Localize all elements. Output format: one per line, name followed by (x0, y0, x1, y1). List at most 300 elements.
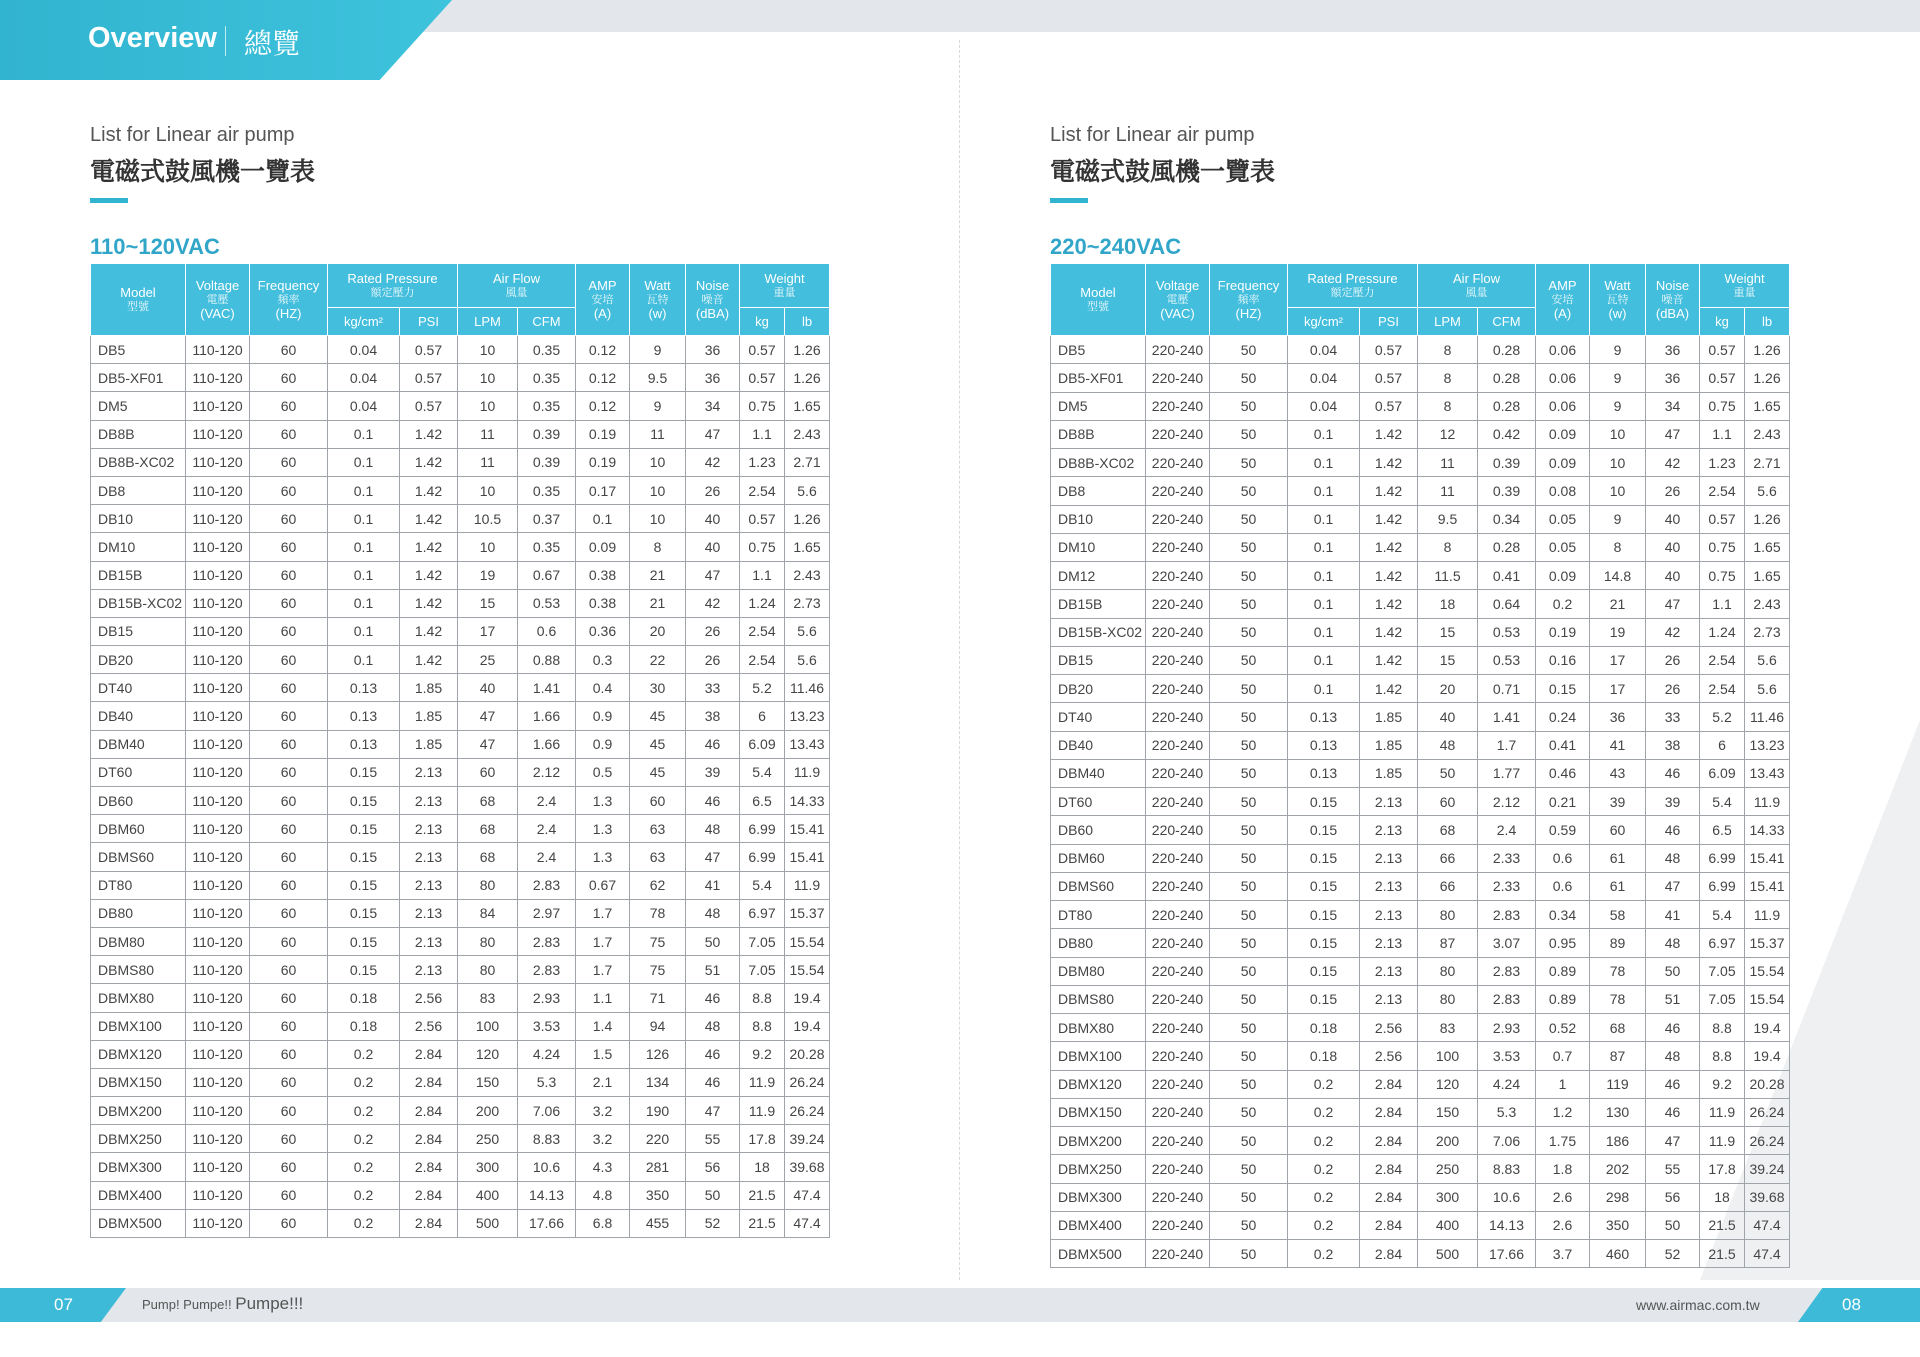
table-cell: 10 (1590, 420, 1646, 448)
table-cell: 2.54 (1700, 477, 1745, 505)
table-cell: 8 (1418, 336, 1478, 364)
table-row (1051, 957, 1790, 985)
table-cell: 46 (1646, 816, 1700, 844)
table-cell: 110-120 (186, 617, 250, 645)
table-cell: 220-240 (1146, 449, 1210, 477)
table-cell: 0.57 (1360, 364, 1418, 392)
table-cell: 0.15 (328, 927, 400, 955)
table-cell: 0.2 (1288, 1183, 1360, 1211)
table-cell: 10 (458, 392, 518, 420)
table-row (91, 533, 830, 561)
table-cell: 50 (1210, 505, 1288, 533)
table-cell: 0.05 (1536, 505, 1590, 533)
table-cell: 0.16 (1536, 646, 1590, 674)
table-cell: 47 (458, 730, 518, 758)
table-cell: 220-240 (1146, 646, 1210, 674)
table-cell: 110-120 (186, 505, 250, 533)
table-cell: 21 (630, 561, 686, 589)
table-cell: 220-240 (1146, 957, 1210, 985)
header-watt: Watt 瓦特 (w) (1590, 264, 1646, 336)
table-cell: 48 (686, 899, 740, 927)
table-cell: 3.07 (1478, 929, 1536, 957)
table-cell: 220-240 (1146, 675, 1210, 703)
table-cell: 60 (250, 787, 328, 815)
table-cell: 50 (1210, 675, 1288, 703)
table-cell: 250 (1418, 1155, 1478, 1183)
table-cell: 2.71 (1745, 449, 1790, 477)
table-cell: 45 (630, 730, 686, 758)
table-cell: 50 (1646, 1211, 1700, 1239)
table-cell: 1.85 (400, 702, 458, 730)
table-cell: 0.9 (576, 702, 630, 730)
table-cell: 2.13 (1360, 816, 1418, 844)
table-cell: 2.13 (400, 899, 458, 927)
table-cell: 71 (630, 984, 686, 1012)
table-cell: 8 (1418, 533, 1478, 561)
header-kg: kg (1700, 308, 1745, 336)
table-cell: 0.19 (576, 420, 630, 448)
table-cell: DT80 (1051, 901, 1146, 929)
table-cell: 60 (250, 646, 328, 674)
table-cell: 50 (1210, 364, 1288, 392)
table-cell: 120 (1418, 1070, 1478, 1098)
header-kg: kg (740, 308, 785, 336)
table-cell: 0.6 (1536, 872, 1590, 900)
table-cell: 1.3 (576, 815, 630, 843)
table-cell: DBM80 (91, 927, 186, 955)
table-cell: 11.9 (1700, 1127, 1745, 1155)
section-title-cn: 總覽 (244, 27, 301, 60)
table-cell: 18 (1418, 590, 1478, 618)
table-cell: 220-240 (1146, 985, 1210, 1013)
table-cell: 0.75 (740, 392, 785, 420)
header-noise: Noise 噪音 (dBA) (686, 264, 740, 336)
table-cell: 0.2 (1536, 590, 1590, 618)
table-cell: 60 (630, 787, 686, 815)
table-cell: 19 (1590, 618, 1646, 646)
table-cell: 10 (458, 533, 518, 561)
table-cell: DB8B (1051, 420, 1146, 448)
table-row (91, 336, 830, 364)
table-row (1051, 844, 1790, 872)
table-cell: 7.05 (1700, 957, 1745, 985)
table-cell: 0.2 (1288, 1155, 1360, 1183)
table-cell: 50 (1210, 1042, 1288, 1070)
table-cell: 2.43 (1745, 590, 1790, 618)
table-cell: 0.75 (1700, 533, 1745, 561)
table-cell: 0.46 (1536, 759, 1590, 787)
table-cell: 0.36 (576, 617, 630, 645)
table-cell: 5.6 (1745, 477, 1790, 505)
table-cell: 26 (1646, 477, 1700, 505)
page-title: 電磁式鼓風機一覽表 (1050, 157, 1276, 186)
table-cell: 0.1 (1288, 449, 1360, 477)
table-cell: 6 (1700, 731, 1745, 759)
table-cell: 0.5 (576, 758, 630, 786)
table-cell: 110-120 (186, 1068, 250, 1096)
table-cell: DBM60 (1051, 844, 1146, 872)
table-cell: 2.13 (1360, 985, 1418, 1013)
table-cell: 220-240 (1146, 420, 1210, 448)
table-cell: 0.1 (1288, 646, 1360, 674)
table-cell: 42 (1646, 618, 1700, 646)
table-cell: 0.2 (1288, 1098, 1360, 1126)
table-cell: 15.54 (1745, 985, 1790, 1013)
table-cell: 1.7 (576, 899, 630, 927)
table-cell: 4.8 (576, 1181, 630, 1209)
header-psi: PSI (400, 308, 458, 336)
table-cell: 0.12 (576, 336, 630, 364)
table-cell: 0.2 (328, 1097, 400, 1125)
table-cell: 0.24 (1536, 703, 1590, 731)
table-cell: DBMX80 (91, 984, 186, 1012)
table-cell: 50 (1210, 901, 1288, 929)
table-cell: 100 (1418, 1042, 1478, 1070)
header-voltage: Voltage 電壓 (VAC) (1146, 264, 1210, 336)
table-cell: 46 (1646, 1014, 1700, 1042)
table-cell: 110-120 (186, 646, 250, 674)
table-cell: 26 (686, 617, 740, 645)
table-cell: 2.93 (518, 984, 576, 1012)
table-cell: 17.8 (740, 1125, 785, 1153)
table-cell: 5.4 (1700, 901, 1745, 929)
table-cell: 60 (250, 927, 328, 955)
table-cell: 0.13 (1288, 731, 1360, 759)
table-row (91, 392, 830, 420)
table-cell: 110-120 (186, 364, 250, 392)
table-cell: 17.66 (518, 1209, 576, 1237)
table-row (1051, 1014, 1790, 1042)
table-cell: DB8B (91, 420, 186, 448)
table-cell: 2.43 (1745, 420, 1790, 448)
table-cell: 2.84 (400, 1209, 458, 1237)
table-cell: 2.13 (1360, 957, 1418, 985)
table-cell: 2.84 (1360, 1211, 1418, 1239)
table-cell: 0.15 (1288, 985, 1360, 1013)
table-cell: DT60 (91, 758, 186, 786)
table-cell: 47 (686, 843, 740, 871)
table-cell: 40 (1646, 562, 1700, 590)
table-cell: 110-120 (186, 1181, 250, 1209)
table-cell: 0.42 (1478, 420, 1536, 448)
table-cell: 0.17 (576, 476, 630, 504)
table-cell: 1.66 (518, 730, 576, 758)
table-cell: 0.1 (328, 617, 400, 645)
table-cell: 48 (686, 1012, 740, 1040)
table-cell: 60 (1590, 816, 1646, 844)
table-row (1051, 477, 1790, 505)
table-cell: DBMX120 (1051, 1070, 1146, 1098)
table-cell: 8.8 (740, 1012, 785, 1040)
table-cell: 39.24 (1745, 1155, 1790, 1183)
table-cell: 50 (1210, 929, 1288, 957)
table-cell: DB15B (1051, 590, 1146, 618)
table-cell: 15.41 (785, 843, 830, 871)
table-cell: 6.99 (1700, 872, 1745, 900)
table-cell: 87 (1590, 1042, 1646, 1070)
title-underline (90, 198, 128, 203)
table-cell: 220-240 (1146, 562, 1210, 590)
table-cell: 1.41 (518, 674, 576, 702)
table-cell: 0.2 (328, 1209, 400, 1237)
table-cell: 48 (1646, 929, 1700, 957)
table-cell: 17.8 (1700, 1155, 1745, 1183)
table-cell: 110-120 (186, 561, 250, 589)
table-cell: 8.8 (1700, 1042, 1745, 1070)
table-cell: 50 (1210, 788, 1288, 816)
table-cell: 21.5 (1700, 1211, 1745, 1239)
table-cell: DB60 (1051, 816, 1146, 844)
table-cell: 1.23 (740, 448, 785, 476)
table-cell: 50 (1418, 759, 1478, 787)
table-cell: 0.4 (576, 674, 630, 702)
table-cell: 220-240 (1146, 618, 1210, 646)
table-cell: 0.53 (1478, 618, 1536, 646)
table-cell: 0.64 (1478, 590, 1536, 618)
table-cell: 14.8 (1590, 562, 1646, 590)
table-cell: 1.42 (1360, 449, 1418, 477)
table-cell: 0.57 (1360, 336, 1418, 364)
table-row (1051, 364, 1790, 392)
table-cell: 8.83 (518, 1125, 576, 1153)
table-cell: DM10 (91, 533, 186, 561)
table-cell: 0.18 (328, 984, 400, 1012)
header-lb: lb (785, 308, 830, 336)
table-cell: 110-120 (186, 1125, 250, 1153)
table-cell: 80 (458, 871, 518, 899)
table-cell: 9.2 (1700, 1070, 1745, 1098)
table-cell: DB5-XF01 (91, 364, 186, 392)
table-cell: 60 (250, 617, 328, 645)
table-cell: 11.46 (785, 674, 830, 702)
table-row (91, 561, 830, 589)
title-underline (1050, 198, 1088, 203)
table-cell: 60 (250, 815, 328, 843)
table-cell: 0.2 (1288, 1127, 1360, 1155)
table-cell: 110-120 (186, 1153, 250, 1181)
table-cell: 50 (1210, 1070, 1288, 1098)
page-subtitle: List for Linear air pump (90, 124, 295, 146)
table-cell: 2.56 (1360, 1014, 1418, 1042)
table-cell: 0.05 (1536, 533, 1590, 561)
table-cell: 110-120 (186, 1040, 250, 1068)
table-cell: 2.4 (518, 815, 576, 843)
table-cell: 1.3 (576, 843, 630, 871)
table-cell: 110-120 (186, 871, 250, 899)
table-cell: 0.15 (328, 758, 400, 786)
table-cell: 17 (458, 617, 518, 645)
table-cell: 0.04 (328, 336, 400, 364)
table-cell: 0.1 (1288, 675, 1360, 703)
table-cell: 9.5 (630, 364, 686, 392)
table-row (1051, 816, 1790, 844)
table-cell: 47 (1646, 1127, 1700, 1155)
table-cell: 0.88 (518, 646, 576, 674)
table-cell: 11.46 (1745, 703, 1790, 731)
table-cell: 220-240 (1146, 703, 1210, 731)
table-cell: 1.26 (785, 336, 830, 364)
table-cell: 11 (458, 420, 518, 448)
table-cell: 200 (1418, 1127, 1478, 1155)
table-cell: 9 (630, 392, 686, 420)
table-cell: 500 (1418, 1240, 1478, 1268)
table-cell: 2.73 (785, 589, 830, 617)
table-cell: 50 (1210, 449, 1288, 477)
table-cell: 220 (630, 1125, 686, 1153)
table-cell: DB10 (1051, 505, 1146, 533)
table-cell: 2.1 (576, 1068, 630, 1096)
table-cell: 80 (1418, 957, 1478, 985)
table-cell: 0.89 (1536, 957, 1590, 985)
table-cell: 2.73 (1745, 618, 1790, 646)
table-cell: 60 (250, 448, 328, 476)
table-cell: DB20 (91, 646, 186, 674)
table-cell: 110-120 (186, 392, 250, 420)
table-cell: 0.04 (1288, 336, 1360, 364)
table-cell: 3.53 (1478, 1042, 1536, 1070)
table-cell: 11 (630, 420, 686, 448)
table-cell: 0.15 (328, 871, 400, 899)
header-amp: AMP 安培 (A) (1536, 264, 1590, 336)
table-cell: DB15B (91, 561, 186, 589)
table-cell: 7.05 (740, 927, 785, 955)
table-cell: 220-240 (1146, 1211, 1210, 1239)
table-cell: 48 (1646, 1042, 1700, 1070)
table-cell: 1.1 (1700, 420, 1745, 448)
table-cell: 0.15 (1288, 788, 1360, 816)
table-cell: DBMX80 (1051, 1014, 1146, 1042)
table-cell: 60 (250, 984, 328, 1012)
table-cell: 220-240 (1146, 364, 1210, 392)
table-cell: 89 (1590, 929, 1646, 957)
table-cell: 2.4 (1478, 816, 1536, 844)
table-cell: 5.6 (785, 646, 830, 674)
table-cell: 36 (1646, 364, 1700, 392)
table-cell: 110-120 (186, 1209, 250, 1237)
table-cell: 10 (630, 505, 686, 533)
table-cell: 4.24 (1478, 1070, 1536, 1098)
table-cell: 1.26 (1745, 336, 1790, 364)
table-row (1051, 788, 1790, 816)
page-number-right: 08 (1842, 1295, 1861, 1314)
table-cell: 2.83 (518, 956, 576, 984)
table-cell: 47 (686, 1097, 740, 1125)
table-cell: 0.2 (1288, 1240, 1360, 1268)
table-cell: 60 (250, 702, 328, 730)
table-cell: DBMX300 (1051, 1183, 1146, 1211)
table-cell: 39 (1590, 788, 1646, 816)
table-cell: 1.2 (1536, 1098, 1590, 1126)
table-cell: 1.1 (1700, 590, 1745, 618)
table-row (1051, 929, 1790, 957)
table-cell: 1.65 (785, 533, 830, 561)
table-cell: 1.7 (576, 927, 630, 955)
table-cell: 21 (1590, 590, 1646, 618)
table-cell: 0.38 (576, 589, 630, 617)
table-cell: 3.53 (518, 1012, 576, 1040)
table-cell: 0.1 (1288, 590, 1360, 618)
table-cell: 50 (1210, 703, 1288, 731)
table-cell: 0.21 (1536, 788, 1590, 816)
table-cell: 134 (630, 1068, 686, 1096)
table-cell: 1.85 (400, 674, 458, 702)
table-cell: 0.37 (518, 505, 576, 533)
table-row (1051, 703, 1790, 731)
table-cell: 2.84 (400, 1181, 458, 1209)
voltage-heading: 220~240VAC (1050, 234, 1182, 259)
table-cell: 0.15 (1288, 816, 1360, 844)
table-cell: 0.18 (1288, 1042, 1360, 1070)
table-cell: 110-120 (186, 956, 250, 984)
table-cell: 66 (1418, 872, 1478, 900)
table-cell: 7.06 (1478, 1127, 1536, 1155)
website-link[interactable]: www.airmac.com.tw (1636, 1297, 1760, 1313)
table-cell: 36 (686, 364, 740, 392)
table-cell: 87 (1418, 929, 1478, 957)
table-row (91, 674, 830, 702)
table-cell: DBMX200 (1051, 1127, 1146, 1155)
table-cell: 0.15 (1288, 844, 1360, 872)
page-number-left: 07 (54, 1295, 73, 1314)
table-cell: 1.75 (1536, 1127, 1590, 1155)
table-cell: 19.4 (1745, 1014, 1790, 1042)
table-cell: 0.39 (518, 448, 576, 476)
table-cell: 15.41 (1745, 872, 1790, 900)
table-cell: 2.4 (518, 787, 576, 815)
table-cell: 220-240 (1146, 901, 1210, 929)
table-cell: 0.28 (1478, 336, 1536, 364)
table-row (1051, 533, 1790, 561)
table-cell: 41 (1590, 731, 1646, 759)
table-row (91, 1153, 830, 1181)
table-cell: 400 (1418, 1211, 1478, 1239)
table-cell: 0.1 (328, 448, 400, 476)
table-cell: DBMX200 (91, 1097, 186, 1125)
table-cell: 1.66 (518, 702, 576, 730)
table-cell: 83 (1418, 1014, 1478, 1042)
table-cell: 20 (630, 617, 686, 645)
table-cell: 0.59 (1536, 816, 1590, 844)
table-cell: 5.6 (785, 617, 830, 645)
header-lb: lb (1745, 308, 1790, 336)
table-cell: 2.56 (400, 984, 458, 1012)
table-cell: 110-120 (186, 336, 250, 364)
table-cell: 1.85 (1360, 703, 1418, 731)
table-cell: 0.67 (518, 561, 576, 589)
table-cell: 202 (1590, 1155, 1646, 1183)
table-cell: 26.24 (1745, 1127, 1790, 1155)
table-cell: 2.83 (518, 927, 576, 955)
table-cell: 0.39 (1478, 449, 1536, 477)
table-cell: DM5 (1051, 392, 1146, 420)
table-cell: DB8 (91, 476, 186, 504)
table-cell: DBMX100 (1051, 1042, 1146, 1070)
table-cell: 220-240 (1146, 533, 1210, 561)
table-cell: 50 (1210, 957, 1288, 985)
table-cell: DB8B-XC02 (91, 448, 186, 476)
table-cell: 8 (1418, 364, 1478, 392)
table-cell: 13.43 (785, 730, 830, 758)
table-cell: 190 (630, 1097, 686, 1125)
page-left (0, 0, 960, 1290)
table-cell: 10 (630, 476, 686, 504)
table-cell: 40 (686, 505, 740, 533)
table-cell: 6.99 (740, 843, 785, 871)
table-cell: 110-120 (186, 843, 250, 871)
table-cell: 220-240 (1146, 1155, 1210, 1183)
table-cell: 21.5 (1700, 1240, 1745, 1268)
table-cell: 0.1 (328, 476, 400, 504)
